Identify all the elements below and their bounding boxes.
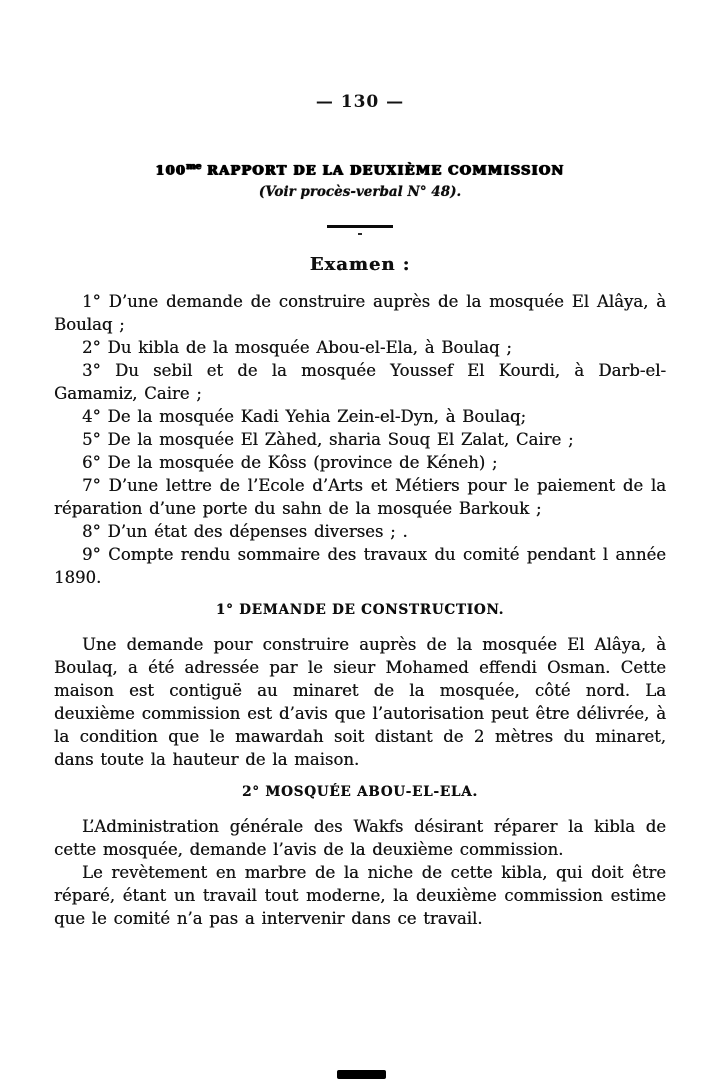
examen-list: [54, 290, 666, 589]
list-item: 4° De la mosquée Kadi Yehia Zein-el-Dyn, à Boulaq;: [82, 407, 527, 427]
ink-blot: [337, 1070, 386, 1079]
section-2-heading: 2° MOSQUÉE ABOU-EL-ELA.: [242, 784, 478, 801]
section-divider: [327, 225, 393, 228]
paragraph: Le revètement en marbre de la niche de cette kibla, qui doit être réparé, étant un travail tout moderne, la deuxième commission estime que le comité n’a pas a intervenir dans ce travail.: [54, 863, 666, 929]
section-2-body: [54, 815, 666, 930]
report-title-text: RAPPORT DE LA DEUXIÈME COMMISSION: [207, 163, 565, 179]
list-item: 8° D’un état des dépenses diverses ; .: [82, 522, 408, 542]
examen-heading: Examen :: [309, 254, 411, 276]
section-1-body: [54, 633, 666, 771]
list-item: 1° D’une demande de construire auprès de la mosquée El Alâya, à Boulaq ;: [54, 292, 666, 335]
list-item: 7° D’une lettre de l’Ecole d’Arts et Métiers pour le paiement de la réparation d’une porte du sahn de la mosquée Barkouk ;: [54, 476, 666, 519]
page-number: — 130 —: [315, 92, 405, 112]
list-item: 9° Compte rendu sommaire des travaux du comité pendant l année 1890.: [54, 545, 666, 588]
paragraph: L’Administration générale des Wakfs désirant réparer la kibla de cette mosquée, demande l’avis de la deuxième commission.: [54, 817, 666, 860]
paragraph: Une demande pour construire auprès de la mosquée El Alâya, à Boulaq, a été adressée par le sieur Mohamed effendi Osman. Cette maison est contiguë au minaret de la mosquée, côté nord. La deuxième commission est d’avis que l’autorisation peut être délivrée, à la condition que le mawardah soit distant de 2 mètres du minaret, dans toute la hauteur de la maison.: [54, 635, 666, 770]
report-ordinal: 100: [155, 163, 187, 179]
list-item: 3° Du sebil et de la mosquée Youssef El Kourdi, à Darb-el-Gamamiz, Caire ;: [54, 361, 666, 404]
list-item: 2° Du kibla de la mosquée Abou-el-Ela, à Boulaq ;: [82, 338, 512, 358]
list-item: 5° De la mosquée El Zàhed, sharia Souq El Zalat, Caire ;: [82, 430, 574, 450]
list-item: 6° De la mosquée de Kôss (province de Kéneh) ;: [82, 453, 498, 473]
report-title: [0, 162, 720, 178]
report-ordinal-suffix: me: [186, 162, 202, 172]
report-subtitle: (Voir procès-verbal N° 48).: [258, 184, 462, 201]
section-1-heading: 1° DEMANDE DE CONSTRUCTION.: [215, 602, 505, 619]
report-header: [0, 162, 720, 200]
